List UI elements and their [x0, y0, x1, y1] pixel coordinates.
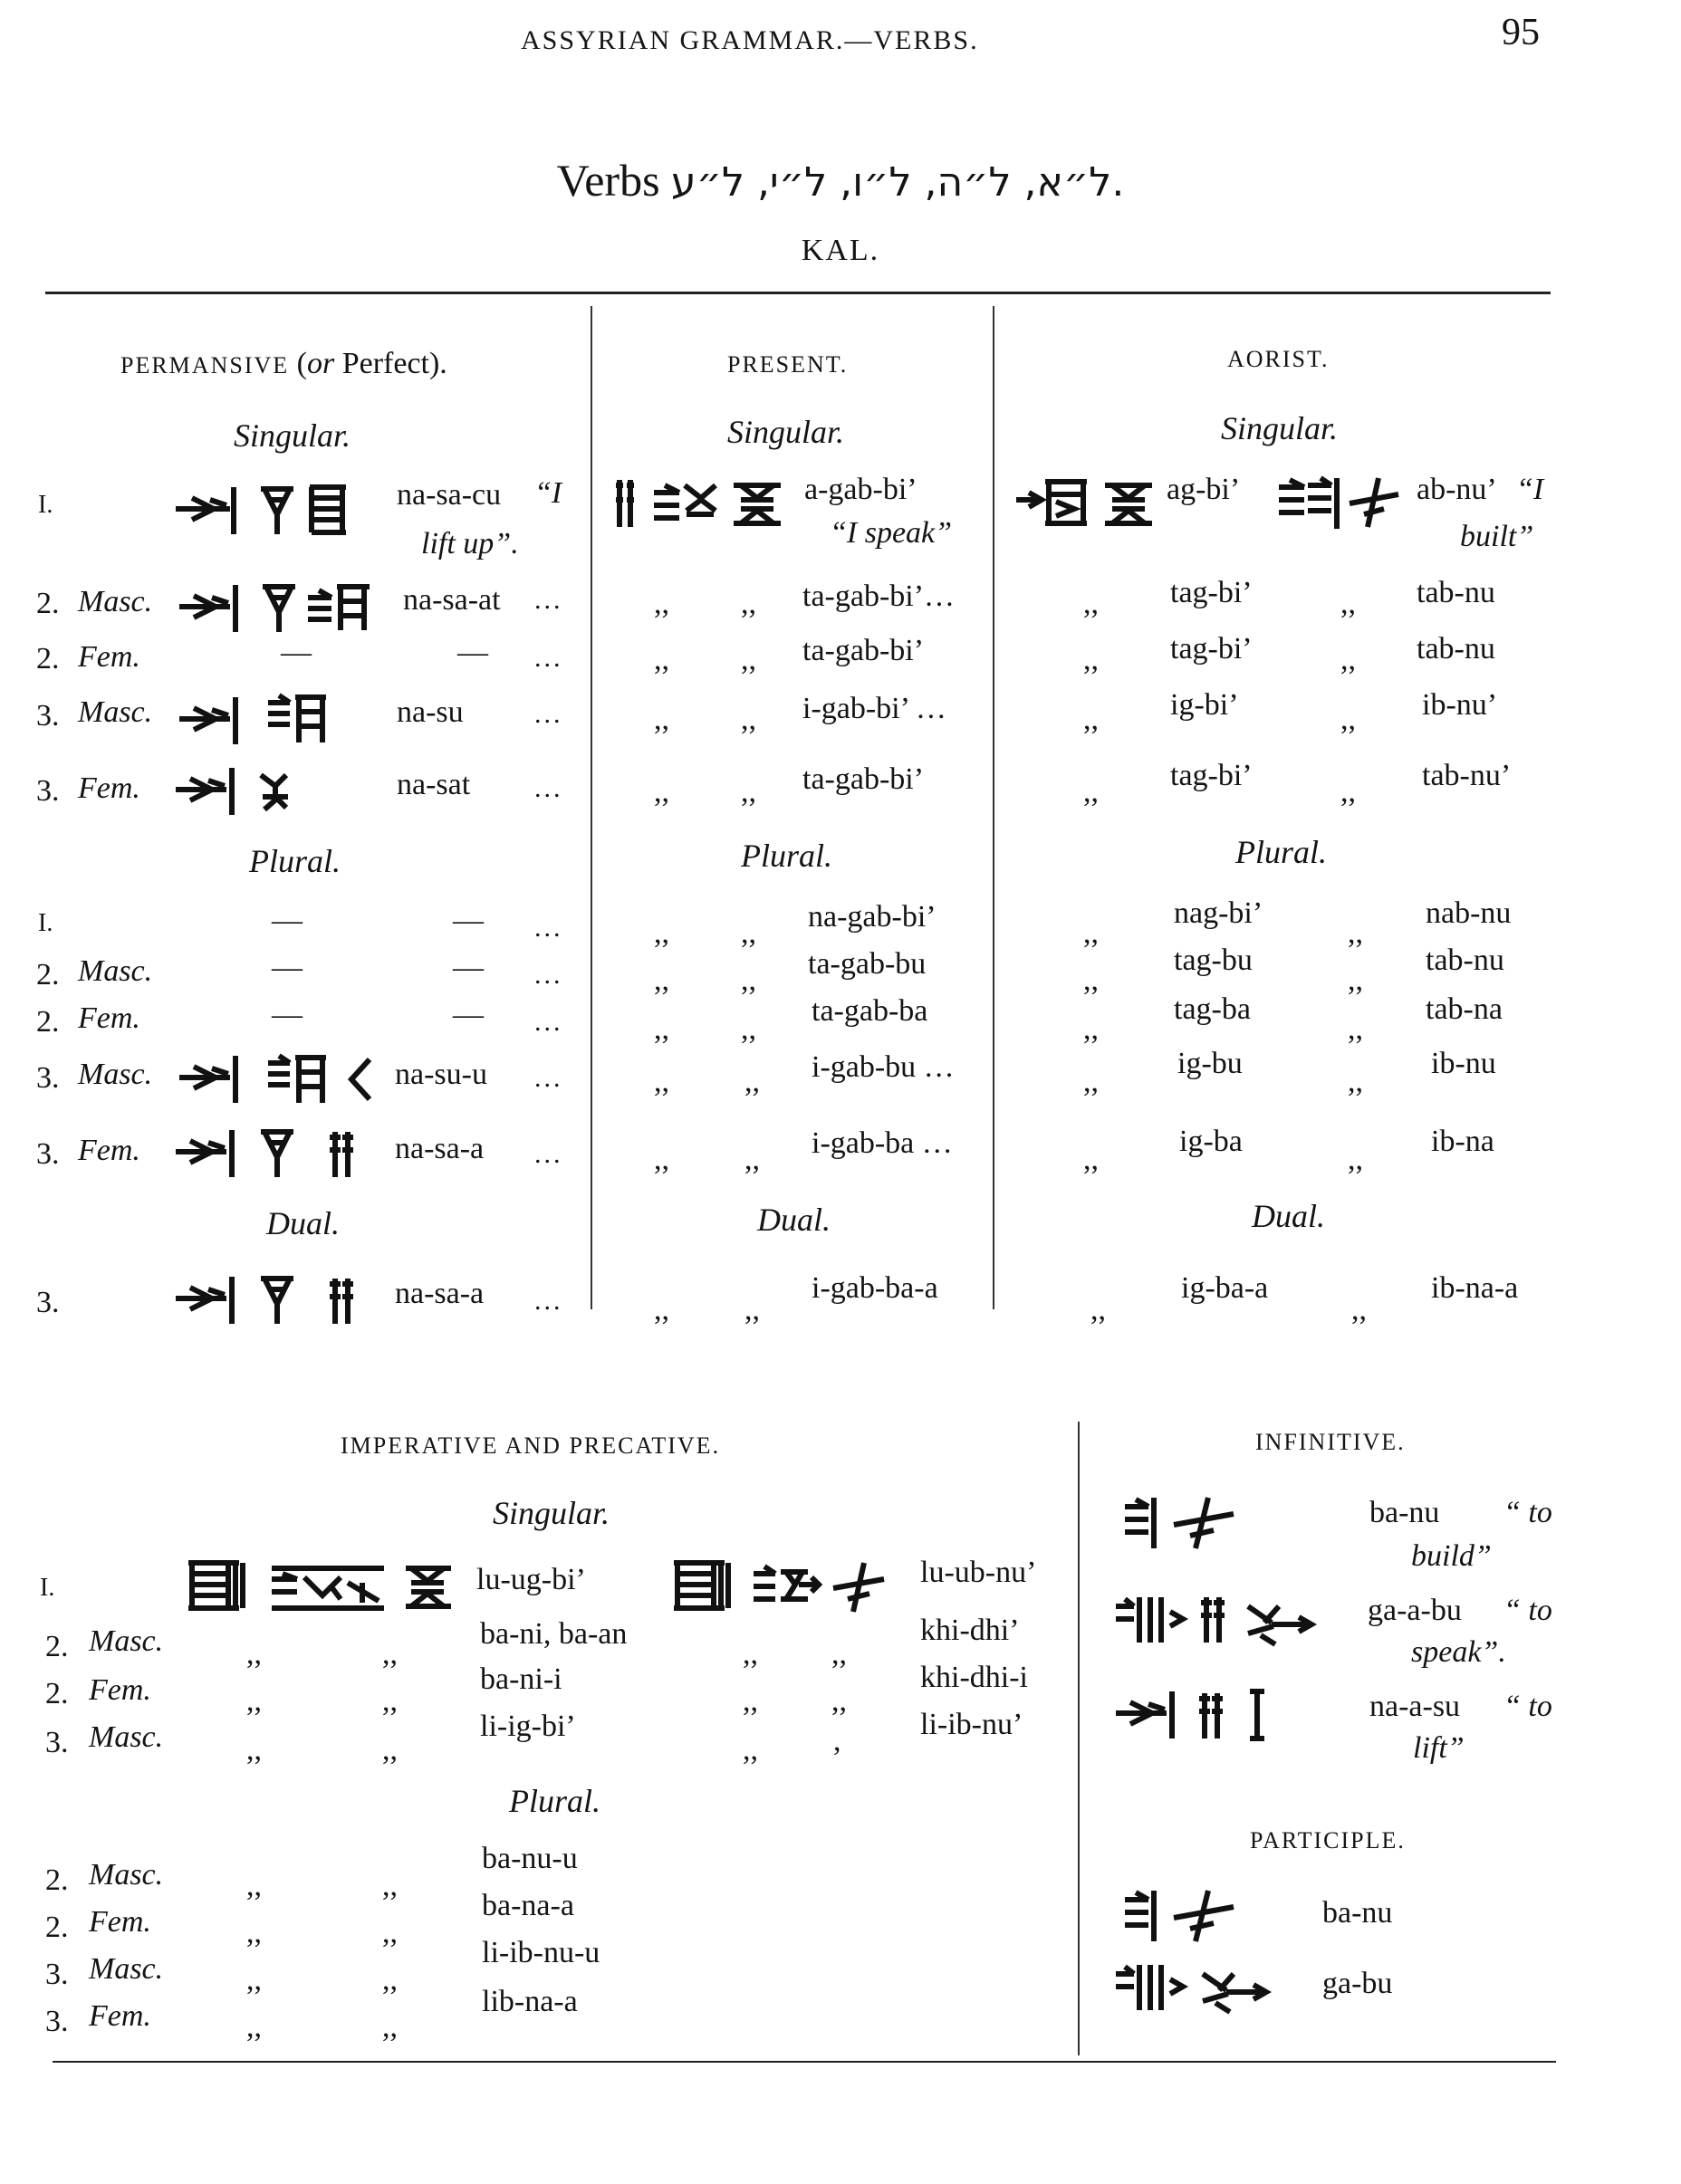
imp-row-label-2pm-num: 2.	[45, 1863, 69, 1897]
participle-1: ba-nu	[1322, 1896, 1393, 1930]
imperative-1-a: lu-ug-bi’	[476, 1563, 586, 1596]
permansive-3d-dots: ...	[534, 1286, 563, 1316]
permansive-heading: PERMANSIVE (or Perfect).	[120, 347, 447, 380]
aorist-2pf-ditto-a: ,,	[1083, 1012, 1099, 1046]
imperative-plural-head: Plural.	[509, 1783, 601, 1819]
aorist-1s-b-gloss-b: built”	[1460, 520, 1534, 553]
page-title	[0, 154, 1681, 206]
aorist-singular-head: Singular.	[1221, 410, 1339, 446]
aorist-3m-ditto-b: ,,	[1340, 703, 1356, 736]
row-label-2pf-num: 2.	[36, 1005, 60, 1039]
title-verbs: Verbs	[556, 155, 660, 206]
imp-row-label-3m-num: 3.	[45, 1726, 69, 1759]
cuneiform-infinitive-3	[1114, 1686, 1295, 1744]
aorist-3m-ditto-a: ,,	[1083, 703, 1099, 736]
cuneiform-permansive-3d	[174, 1271, 382, 1329]
present-1p-ditto-a: ,,	[654, 916, 669, 950]
present-2pf-ditto-a: ,,	[654, 1012, 669, 1046]
permansive-dual-head: Dual.	[266, 1205, 340, 1241]
aorist-3pm-b: ib-nu	[1431, 1047, 1496, 1080]
permansive-2f-dash-b: —	[457, 636, 488, 669]
permansive-2pf-dots: ...	[534, 1007, 563, 1037]
present-2m-ditto-b: ,,	[741, 587, 756, 620]
imperative-2pf-ditto-a: ,,	[246, 1916, 262, 1949]
column-divider-2	[993, 306, 994, 1309]
imp-row-label-2pf-num: 2.	[45, 1911, 69, 1944]
aorist-3pf-ditto-a: ,,	[1083, 1143, 1099, 1176]
imperative-2m-ditto-b: ,,	[382, 1637, 398, 1671]
row-label-2pm: Masc.	[78, 954, 153, 988]
aorist-3pf-b: ib-na	[1431, 1125, 1494, 1158]
permansive-1s: na-sa-cu	[397, 478, 502, 512]
imp-row-label-2f-num: 2.	[45, 1677, 69, 1710]
cuneiform-permansive-2m	[178, 580, 386, 634]
aorist-2pm-b: tab-nu	[1426, 944, 1504, 977]
infinitive-3-gloss-b: lift”	[1413, 1731, 1465, 1765]
aorist-2f-b: tab-nu	[1417, 632, 1495, 666]
imperative-singular-head: Singular.	[493, 1495, 610, 1531]
imp-row-label-2m-num: 2.	[45, 1630, 69, 1663]
present-2m-ditto-a: ,,	[654, 587, 669, 620]
permansive-3m: na-su	[397, 695, 464, 729]
row-label-3m-num: 3.	[36, 699, 60, 733]
permansive-2pm-dash-a: —	[272, 951, 303, 984]
permansive-3pm: na-su-u	[395, 1058, 487, 1091]
permansive-3f-dots: ...	[534, 773, 563, 803]
permansive-plural-head: Plural.	[249, 843, 341, 879]
present-dual-head: Dual.	[757, 1202, 831, 1238]
aorist-2f-a: tag-bi’	[1170, 632, 1253, 666]
permansive-2pm-dash-b: —	[453, 951, 484, 984]
cuneiform-infinitive-1	[1121, 1492, 1257, 1550]
imperative-2f-b: khi-dhi-i	[920, 1661, 1028, 1694]
present-3pf-ditto-a: ,,	[654, 1143, 669, 1176]
permansive-3pf-dots: ...	[534, 1139, 563, 1169]
running-title: ASSYRIAN GRAMMAR.—VERBS.	[521, 25, 979, 55]
present-3pm-ditto-b: ,,	[744, 1065, 760, 1098]
row-label-2m-num: 2.	[36, 587, 60, 620]
cuneiform-imperative-1-a	[185, 1556, 456, 1614]
present-heading: PRESENT.	[727, 351, 849, 378]
imperative-2f-ditto-a: ,,	[246, 1684, 262, 1718]
aorist-3f-ditto-b: ,,	[1340, 775, 1356, 809]
row-label-3pf-num: 3.	[36, 1137, 60, 1171]
permansive-3m-dots: ...	[534, 699, 563, 729]
infinitive-1: ba-nu	[1369, 1496, 1440, 1529]
imperative-2pm-ditto-a: ,,	[246, 1869, 262, 1902]
present-3d: i-gab-ba-a	[812, 1271, 938, 1305]
present-2f: ta-gab-bi’	[802, 634, 925, 667]
cuneiform-aorist-1s-b	[1277, 473, 1404, 531]
infinitive-3-gloss-a: “ to	[1503, 1690, 1552, 1723]
aorist-2pf-a: tag-ba	[1174, 992, 1251, 1026]
aorist-3pf-a: ig-ba	[1179, 1125, 1243, 1158]
row-label-2pf: Fem.	[78, 1001, 140, 1035]
imp-row-label-2m: Masc.	[89, 1624, 164, 1658]
imperative-3pm-ditto-a: ,,	[246, 1963, 262, 1997]
imperative-3m-ditto-c: ,,	[743, 1733, 758, 1767]
present-3f-ditto-a: ,,	[654, 775, 669, 809]
present-2pf-ditto-b: ,,	[741, 1012, 756, 1046]
permansive-2pm-dots: ...	[534, 960, 563, 990]
cuneiform-permansive-3pf	[174, 1125, 382, 1183]
aorist-2pf-b: tab-na	[1426, 992, 1503, 1026]
top-rule	[45, 292, 1551, 294]
aorist-1p-ditto-a: ,,	[1083, 916, 1099, 950]
imp-row-label-2pf: Fem.	[89, 1905, 151, 1939]
subtitle-kal: KAL.	[801, 234, 880, 267]
infinitive-heading: INFINITIVE.	[1255, 1429, 1406, 1455]
present-3f: ta-gab-bi’	[802, 762, 925, 796]
infinitive-2-gloss-a: “ to	[1503, 1594, 1552, 1627]
imperative-3pf-ditto-a: ,,	[246, 2010, 262, 2044]
aorist-1p-ditto-b: ,,	[1348, 916, 1363, 950]
present-plural-head: Plural.	[741, 838, 833, 874]
imperative-2f-ditto-d: ,,	[831, 1684, 847, 1718]
imperative-3m-ditto-a: ,,	[246, 1733, 262, 1767]
permansive-2pf-dash-b: —	[453, 998, 484, 1031]
aorist-3pf-ditto-b: ,,	[1348, 1143, 1363, 1176]
present-3pm-ditto-a: ,,	[654, 1065, 669, 1098]
imp-row-label-3pm-num: 3.	[45, 1958, 69, 1991]
row-label-3d-num: 3.	[36, 1286, 60, 1319]
row-label-3f: Fem.	[78, 771, 140, 805]
infinitive-1-gloss-b: build”	[1411, 1539, 1492, 1573]
imperative-3m-comma: ,	[833, 1724, 841, 1758]
infinitive-1-gloss-a: “ to	[1503, 1496, 1552, 1529]
aorist-2pm-ditto-a: ,,	[1083, 963, 1099, 997]
imp-row-label-3pf-num: 3.	[45, 2005, 69, 2038]
participle-heading: PARTICIPLE.	[1250, 1827, 1406, 1854]
aorist-3f-a: tag-bi’	[1170, 759, 1253, 792]
row-label-2f: Fem.	[78, 640, 140, 674]
imp-row-label-1: I.	[40, 1574, 55, 1602]
aorist-3f-ditto-a: ,,	[1083, 775, 1099, 809]
aorist-3m-b: ib-nu’	[1422, 688, 1498, 722]
imperative-2pf-ditto-b: ,,	[382, 1916, 398, 1949]
present-3m: i-gab-bi’ …	[802, 692, 946, 725]
imp-row-label-2pm: Masc.	[89, 1858, 164, 1892]
aorist-1s-b-gloss-a: “I	[1516, 473, 1544, 506]
infinitive-3: na-a-su	[1369, 1690, 1461, 1723]
permansive-3d: na-sa-a	[395, 1277, 485, 1310]
present-3pf-ditto-b: ,,	[744, 1143, 760, 1176]
present-1p: na-gab-bi’	[808, 900, 937, 934]
cuneiform-participle-1	[1121, 1885, 1257, 1943]
row-label-2pm-num: 2.	[36, 958, 60, 991]
infinitive-2: ga-a-bu	[1368, 1594, 1462, 1627]
imperative-1-b: lu-ub-nu’	[920, 1556, 1037, 1589]
aorist-3f-b: tab-nu’	[1422, 759, 1512, 792]
row-label-3m: Masc.	[78, 695, 153, 729]
imperative-2m-a: ba-ni, ba-an	[480, 1617, 628, 1651]
imperative-3pm-ditto-b: ,,	[382, 1963, 398, 1997]
aorist-1s-a: ag-bi’	[1167, 473, 1241, 506]
permansive-1p-dash-a: —	[272, 904, 303, 937]
imp-row-label-3pm: Masc.	[89, 1952, 164, 1986]
column-divider-3	[1078, 1422, 1080, 2055]
cuneiform-participle-2	[1112, 1958, 1311, 2016]
imperative-2m-ditto-c: ,,	[743, 1637, 758, 1671]
cuneiform-infinitive-2	[1112, 1590, 1348, 1648]
permansive-2f-dots: ...	[534, 643, 563, 673]
permansive-1s-gloss-b: lift up”.	[421, 527, 519, 560]
imperative-3pf: lib-na-a	[482, 1985, 578, 2018]
imp-row-label-2f: Fem.	[89, 1673, 151, 1707]
present-2pm-ditto-a: ,,	[654, 963, 669, 997]
present-2pf: ta-gab-ba	[812, 994, 928, 1028]
aorist-3d-b: ib-na-a	[1431, 1271, 1519, 1305]
present-2m: ta-gab-bi’…	[802, 580, 956, 613]
permansive-1p-dots: ...	[534, 913, 563, 943]
aorist-2m-ditto-b: ,,	[1340, 587, 1356, 620]
permansive-singular-head: Singular.	[234, 417, 351, 454]
imperative-2m-ditto-d: ,,	[831, 1637, 847, 1671]
aorist-3pm-ditto-a: ,,	[1083, 1065, 1099, 1098]
permansive-3f: na-sat	[397, 768, 471, 801]
row-label-3pf: Fem.	[78, 1134, 140, 1167]
aorist-2pf-ditto-b: ,,	[1348, 1012, 1363, 1046]
aorist-2pm-a: tag-bu	[1174, 944, 1253, 977]
aorist-2m-ditto-a: ,,	[1083, 587, 1099, 620]
aorist-2pm-ditto-b: ,,	[1348, 963, 1363, 997]
cuneiform-present-1s	[614, 473, 795, 531]
present-3d-ditto-a: ,,	[654, 1293, 669, 1327]
cuneiform-permansive-3m	[178, 688, 331, 746]
present-3m-ditto-b: ,,	[741, 703, 756, 736]
imperative-3pf-ditto-b: ,,	[382, 2010, 398, 2044]
aorist-3d-a: ig-ba-a	[1181, 1271, 1269, 1305]
permansive-2pf-dash-a: —	[272, 998, 303, 1031]
infinitive-2-gloss-b: speak”.	[1411, 1635, 1506, 1669]
aorist-1p-a: nag-bi’	[1174, 896, 1263, 930]
aorist-2m-b: tab-nu	[1417, 576, 1495, 609]
imperative-heading: IMPERATIVE AND PRECATIVE.	[341, 1432, 721, 1459]
aorist-3m-a: ig-bi’	[1170, 688, 1239, 722]
aorist-1p-b: nab-nu	[1426, 896, 1512, 930]
row-label-2m: Masc.	[78, 585, 153, 618]
imperative-2pm-ditto-b: ,,	[382, 1869, 398, 1902]
present-3m-ditto-a: ,,	[654, 703, 669, 736]
row-label-3pm: Masc.	[78, 1058, 153, 1091]
present-3pm: i-gab-bu …	[812, 1050, 955, 1084]
aorist-dual-head: Dual.	[1252, 1198, 1325, 1234]
permansive-2f-dash-a: —	[281, 636, 312, 669]
column-divider-1	[591, 306, 592, 1309]
row-label-3pm-num: 3.	[36, 1061, 60, 1095]
imperative-2m-b: khi-dhi’	[920, 1614, 1020, 1647]
cuneiform-permansive-3pm	[178, 1050, 386, 1108]
aorist-3d-ditto-b: ,,	[1351, 1293, 1367, 1327]
imperative-2f-ditto-c: ,,	[743, 1684, 758, 1718]
aorist-3pm-a: ig-bu	[1177, 1047, 1243, 1080]
permansive-1s-gloss-a: “I	[534, 476, 562, 510]
aorist-3d-ditto-a: ,,	[1090, 1293, 1106, 1327]
present-3d-ditto-b: ,,	[744, 1293, 760, 1327]
aorist-plural-head: Plural.	[1235, 834, 1328, 870]
aorist-2f-ditto-b: ,,	[1340, 643, 1356, 676]
present-1p-ditto-b: ,,	[741, 916, 756, 950]
participle-2: ga-bu	[1322, 1967, 1393, 2000]
imperative-3m-a: li-ig-bi’	[480, 1710, 576, 1743]
permansive-1p-dash-b: —	[453, 904, 484, 937]
row-label-1p: I.	[38, 909, 53, 937]
imperative-3m-b: li-ib-nu’	[920, 1708, 1023, 1741]
aorist-2m-a: tag-bi’	[1170, 576, 1253, 609]
present-3pf: i-gab-ba …	[812, 1126, 953, 1160]
bottom-rule	[53, 2061, 1556, 2063]
imperative-2pm: ba-nu-u	[482, 1842, 578, 1875]
aorist-heading: AORIST.	[1227, 346, 1330, 372]
row-label-3f-num: 3.	[36, 774, 60, 808]
imp-row-label-3pf: Fem.	[89, 1999, 151, 2033]
present-3f-ditto-b: ,,	[741, 775, 756, 809]
row-label-2f-num: 2.	[36, 642, 60, 675]
imperative-2f-ditto-b: ,,	[382, 1684, 398, 1718]
cuneiform-aorist-1s-a	[1014, 473, 1159, 531]
cuneiform-permansive-1s	[174, 478, 382, 536]
aorist-1s-b: ab-nu’	[1417, 473, 1497, 506]
present-2f-ditto-a: ,,	[654, 643, 669, 676]
imperative-2m-ditto-a: ,,	[246, 1637, 262, 1671]
aorist-2f-ditto-a: ,,	[1083, 643, 1099, 676]
present-1s-gloss: “I speak”	[830, 516, 953, 550]
aorist-3pm-ditto-b: ,,	[1348, 1065, 1363, 1098]
imperative-2pf: ba-na-a	[482, 1889, 574, 1922]
permansive-2m-dots: ...	[534, 585, 563, 615]
imperative-3pm: li-ib-nu-u	[482, 1936, 600, 1969]
imperative-3m-ditto-b: ,,	[382, 1733, 398, 1767]
title-hebrew: ל״א, ל״ה, ל״ו, ל״י, ל״ע.	[671, 159, 1125, 206]
present-1s: a-gab-bi’	[804, 473, 917, 506]
present-2pm-ditto-b: ,,	[741, 963, 756, 997]
imperative-2f-a: ba-ni-i	[480, 1662, 562, 1696]
present-2pm: ta-gab-bu	[808, 947, 927, 981]
present-2f-ditto-b: ,,	[741, 643, 756, 676]
page-number: 95	[1502, 12, 1540, 53]
permansive-3pf: na-sa-a	[395, 1132, 485, 1165]
row-label-1s: I.	[38, 491, 53, 519]
imp-row-label-3m: Masc.	[89, 1720, 164, 1754]
cuneiform-imperative-1-b	[670, 1556, 888, 1614]
permansive-2m: na-sa-at	[403, 583, 501, 617]
cuneiform-permansive-3f	[174, 762, 328, 820]
permansive-3pm-dots: ...	[534, 1063, 563, 1093]
present-singular-head: Singular.	[727, 414, 845, 450]
